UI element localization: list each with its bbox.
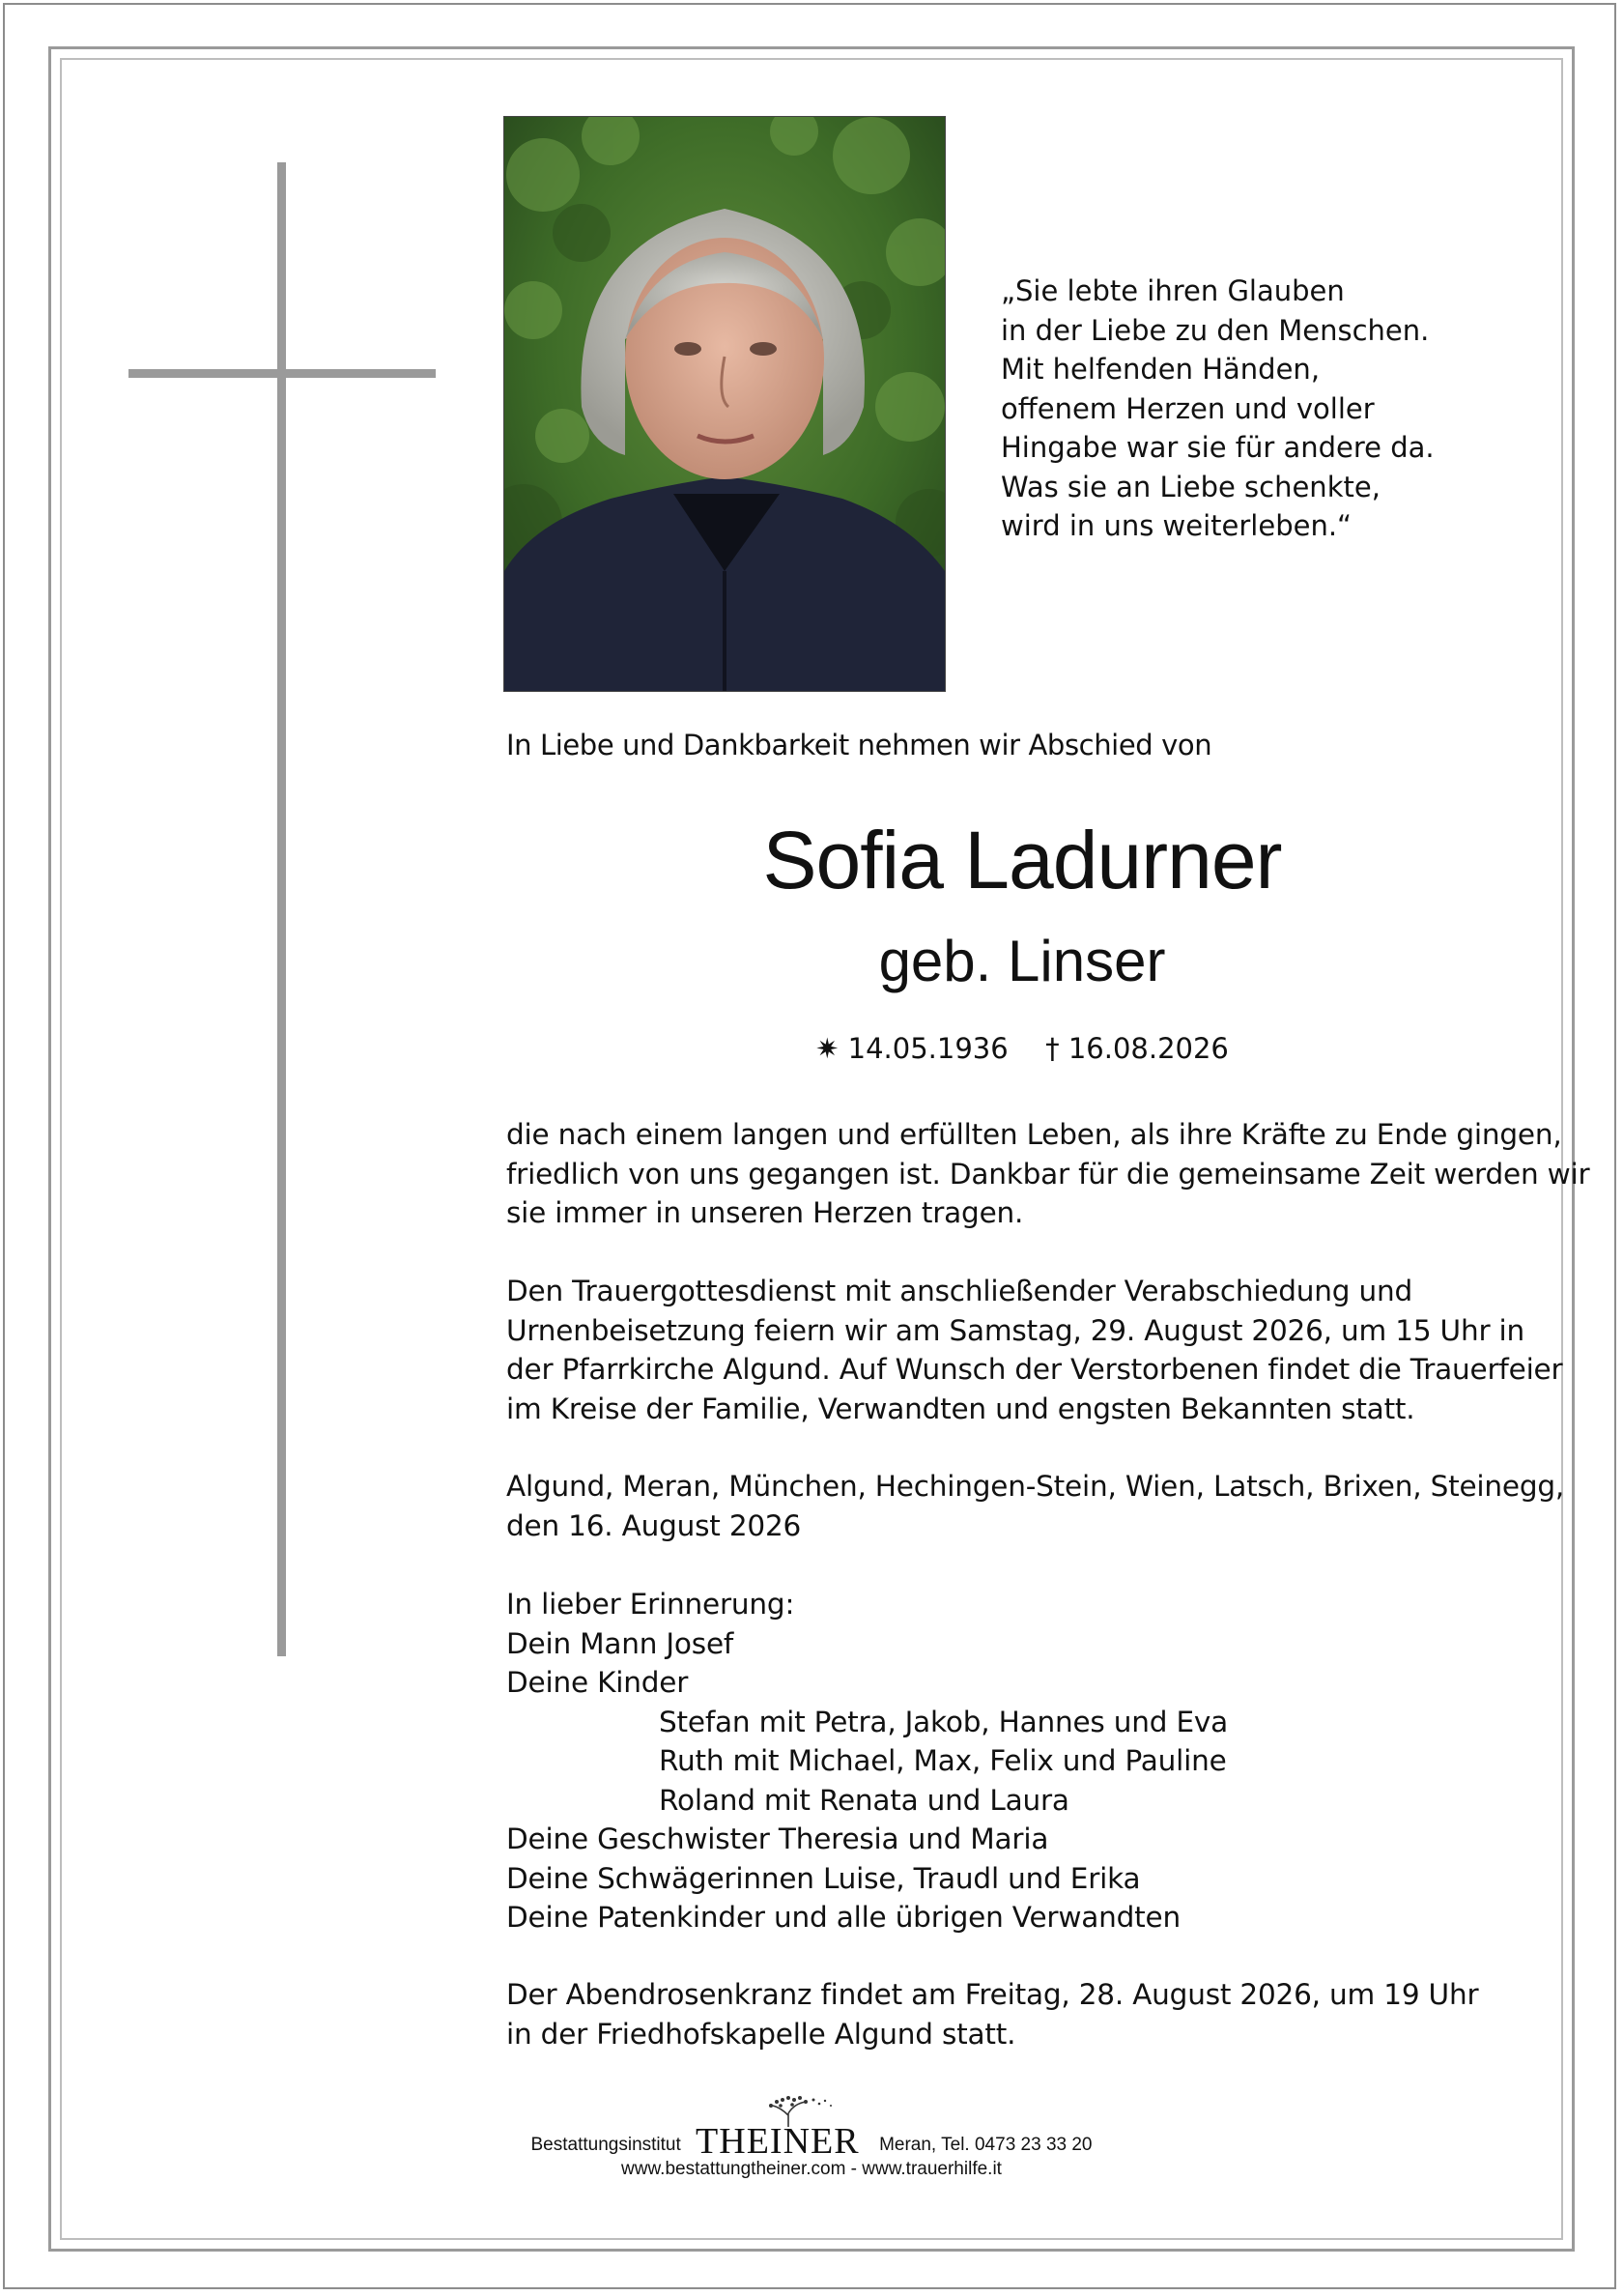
deceased-name: Sofia Ladurner <box>762 815 1282 905</box>
footer-brand <box>686 2121 879 2162</box>
quote-line: offenem Herzen und voller <box>1001 391 1375 425</box>
mourner-siblings: Deine Geschwister Theresia und Maria <box>506 1822 1049 1855</box>
footer-line <box>0 2120 1623 2163</box>
text-line: der Pfarrkirche Algund. Auf Wunsch der Verstorbenen findet die Trauerfeier <box>506 1353 1563 1386</box>
portrait-photo <box>503 116 946 692</box>
paragraph-place-date <box>506 1467 1564 1545</box>
text-line: Der Abendrosenkranz findet am Freitag, 28. August 2026, um 19 Uhr <box>506 1978 1479 2011</box>
footer <box>0 2120 1623 2180</box>
text-line: Urnenbeisetzung feiern wir am Samstag, 29. August 2026, um 15 Uhr in <box>506 1313 1525 1347</box>
birth-date: 14.05.1936 <box>847 1032 1009 1065</box>
mourner-husband: Dein Mann Josef <box>506 1626 734 1660</box>
footer-institute: Bestattungsinstitut <box>530 2135 681 2155</box>
mourner-child: Stefan mit Petra, Jakob, Hannes und Eva <box>659 1705 1229 1738</box>
text-line: den 16. August 2026 <box>506 1508 802 1542</box>
text-line: friedlich von uns gegangen ist. Dankbar für die gemeinsame Zeit werden wir <box>506 1157 1590 1191</box>
quote-line: Hingabe war sie für andere da. <box>1001 431 1435 464</box>
paragraph-service <box>506 1272 1562 1428</box>
death-date: 16.08.2026 <box>1068 1032 1229 1065</box>
mourner-children-label: Deine Kinder <box>506 1666 689 1699</box>
text-line: in der Friedhofskapelle Algund statt. <box>506 2017 1016 2051</box>
dagger-icon: † <box>1045 1032 1060 1065</box>
mourner-sisters-in-law: Deine Schwägerinnen Luise, Traudl und Erika <box>506 1861 1141 1895</box>
text-line: sie immer in unseren Herzen tragen. <box>506 1196 1024 1229</box>
portrait-image <box>504 117 945 691</box>
quote <box>1001 272 1435 546</box>
quote-line: Was sie an Liebe schenkte, <box>1001 470 1381 503</box>
quote-line: „Sie lebte ihren Glauben <box>1001 274 1345 307</box>
paragraph-rosary <box>506 1975 1478 2053</box>
mourner-others: Deine Patenkinder und alle übrigen Verwandten <box>506 1901 1181 1934</box>
intro-text: In Liebe und Dankbarkeit nehmen wir Abschied von <box>506 729 1212 761</box>
cross-horizontal-bar <box>128 369 436 378</box>
maiden-name: geb. Linser <box>878 929 1166 993</box>
text-line: die nach einem langen und erfüllten Leben, als ihre Kräfte zu Ende gingen, <box>506 1118 1562 1151</box>
footer-contact: Meran, Tel. 0473 23 33 20 <box>879 2135 1093 2155</box>
cross-vertical-bar <box>277 162 286 1656</box>
mourner-child: Roland mit Renata und Laura <box>659 1783 1069 1817</box>
paragraph-passing <box>506 1115 1589 1233</box>
asterisk-star-icon: ✷ <box>815 1032 840 1065</box>
footer-brand-text: THEINER <box>696 2121 860 2162</box>
quote-line: wird in uns weiterleben.“ <box>1001 509 1352 542</box>
life-dates <box>502 1032 1542 1065</box>
mourner-child: Ruth mit Michael, Max, Felix und Pauline <box>659 1744 1227 1777</box>
footer-websites[interactable]: www.bestattungtheiner.com - www.trauerhilfe.it <box>621 2159 1002 2179</box>
text-line: im Kreise der Familie, Verwandten und engsten Bekannten statt. <box>506 1392 1415 1425</box>
quote-line: Mit helfenden Händen, <box>1001 353 1321 386</box>
quote-line: in der Liebe zu den Menschen. <box>1001 313 1430 347</box>
text-line: Den Trauergottesdienst mit anschließender Verabschiedung und <box>506 1275 1413 1307</box>
mourners-heading: In lieber Erinnerung: <box>506 1588 795 1621</box>
text-line: Algund, Meran, München, Hechingen-Stein, Wien, Latsch, Brixen, Steinegg, <box>506 1470 1565 1503</box>
mourners-list <box>506 1585 1228 1937</box>
tree-logo-icon <box>759 2094 837 2127</box>
